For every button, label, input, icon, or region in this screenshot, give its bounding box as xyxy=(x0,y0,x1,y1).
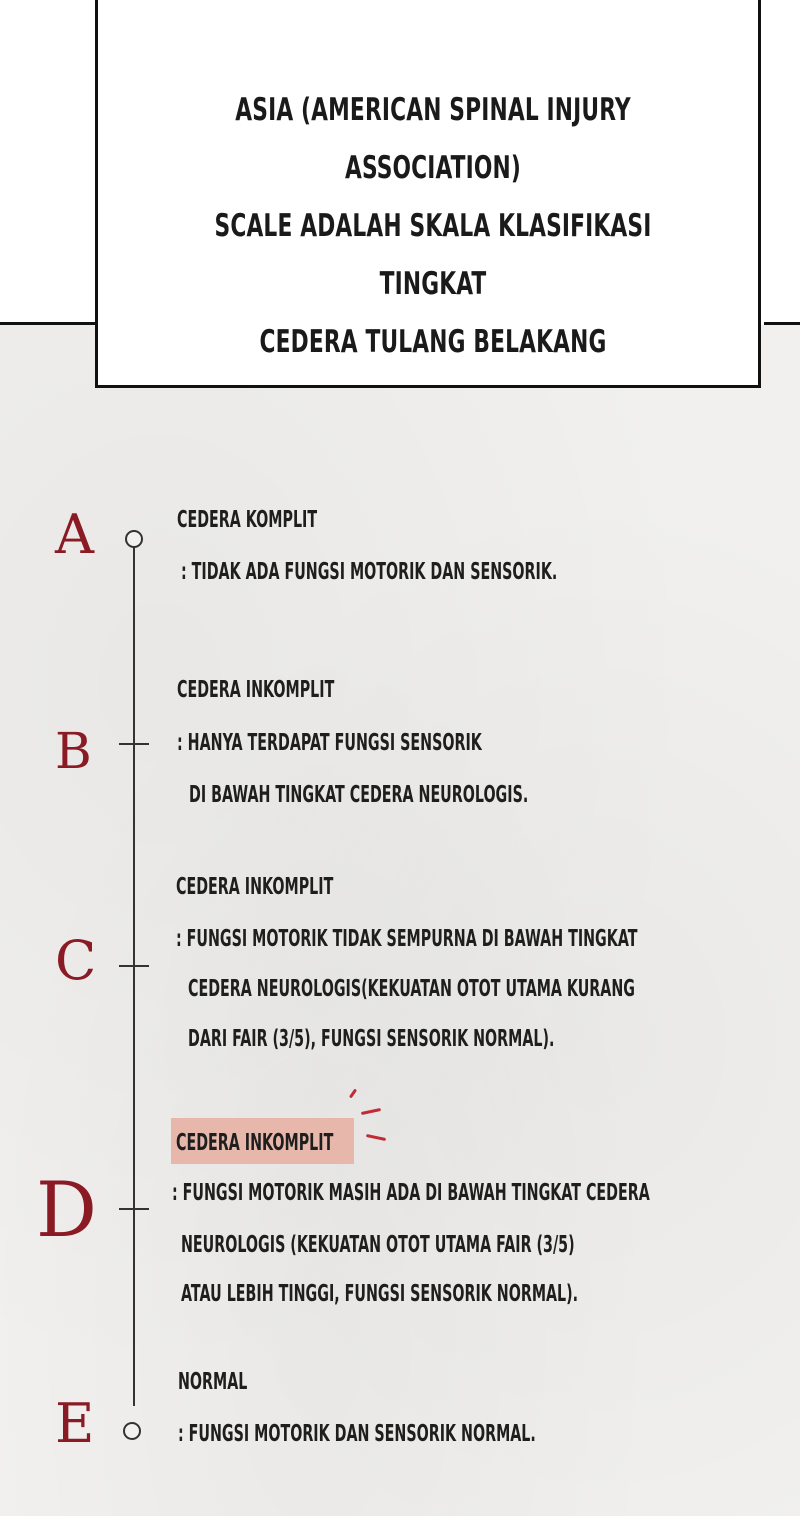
grade-a-desc-line-1: : TIDAK ADA FUNGSI MOTORIK DAN SENSORIK. xyxy=(181,559,558,585)
title-line-1: ASIA (AMERICAN SPINAL INJURY ASSOCIATION) xyxy=(235,92,631,186)
timeline-node-circle-e xyxy=(123,1422,141,1440)
grade-d-desc-line-1: : FUNGSI MOTORIK MASIH ADA DI BAWAH TINGKAT CEDERA xyxy=(172,1180,650,1206)
timeline-tick-d xyxy=(119,1208,149,1210)
grade-letter-c: C xyxy=(55,929,97,992)
timeline-tick-b xyxy=(119,743,149,745)
grade-b-heading: CEDERA INKOMPLIT xyxy=(177,677,335,703)
title-line-3: CEDERA TULANG BELAKANG xyxy=(259,324,607,360)
grade-e-desc-line-1: : FUNGSI MOTORIK DAN SENSORIK NORMAL. xyxy=(178,1421,536,1447)
grade-d-heading: CEDERA INKOMPLIT xyxy=(176,1130,334,1156)
title-box xyxy=(95,0,761,388)
grade-letter-a: A xyxy=(55,503,94,566)
grade-letter-b: B xyxy=(55,722,92,780)
grade-c-heading: CEDERA INKOMPLIT xyxy=(176,874,334,900)
grade-letter-e: E xyxy=(55,1392,95,1455)
title-line-2: SCALE ADALAH SKALA KLASIFIKASI TINGKAT xyxy=(214,208,652,302)
timeline-line xyxy=(133,548,135,1406)
grade-c-desc-line-1: : FUNGSI MOTORIK TIDAK SEMPURNA DI BAWAH TINGKAT xyxy=(176,926,638,952)
grade-letter-d: D xyxy=(36,1165,97,1254)
grade-b-desc-line-2: DI BAWAH TINGKAT CEDERA NEUROLOGIS. xyxy=(189,782,529,808)
title-text xyxy=(195,81,671,371)
paper-background xyxy=(0,325,800,1516)
grade-d-desc-line-2: NEUROLOGIS (KEKUATAN OTOT UTAMA FAIR (3/5) xyxy=(181,1232,575,1258)
timeline-tick-c xyxy=(119,965,149,967)
grade-c-desc-line-3: DARI FAIR (3/5), FUNGSI SENSORIK NORMAL). xyxy=(188,1026,555,1052)
timeline-node-circle-a xyxy=(125,530,143,548)
grade-b-desc-line-1: : HANYA TERDAPAT FUNGSI SENSORIK xyxy=(177,730,482,756)
panel-divider-right xyxy=(764,322,800,325)
grade-e-heading: NORMAL xyxy=(178,1369,248,1395)
grade-d-desc-line-3: ATAU LEBIH TINGGI, FUNGSI SENSORIK NORMAL). xyxy=(181,1281,579,1307)
grade-c-desc-line-2: CEDERA NEUROLOGIS(KEKUATAN OTOT UTAMA KURANG xyxy=(188,976,635,1002)
panel-divider-left xyxy=(0,322,96,325)
grade-a-heading: CEDERA KOMPLIT xyxy=(177,507,318,533)
